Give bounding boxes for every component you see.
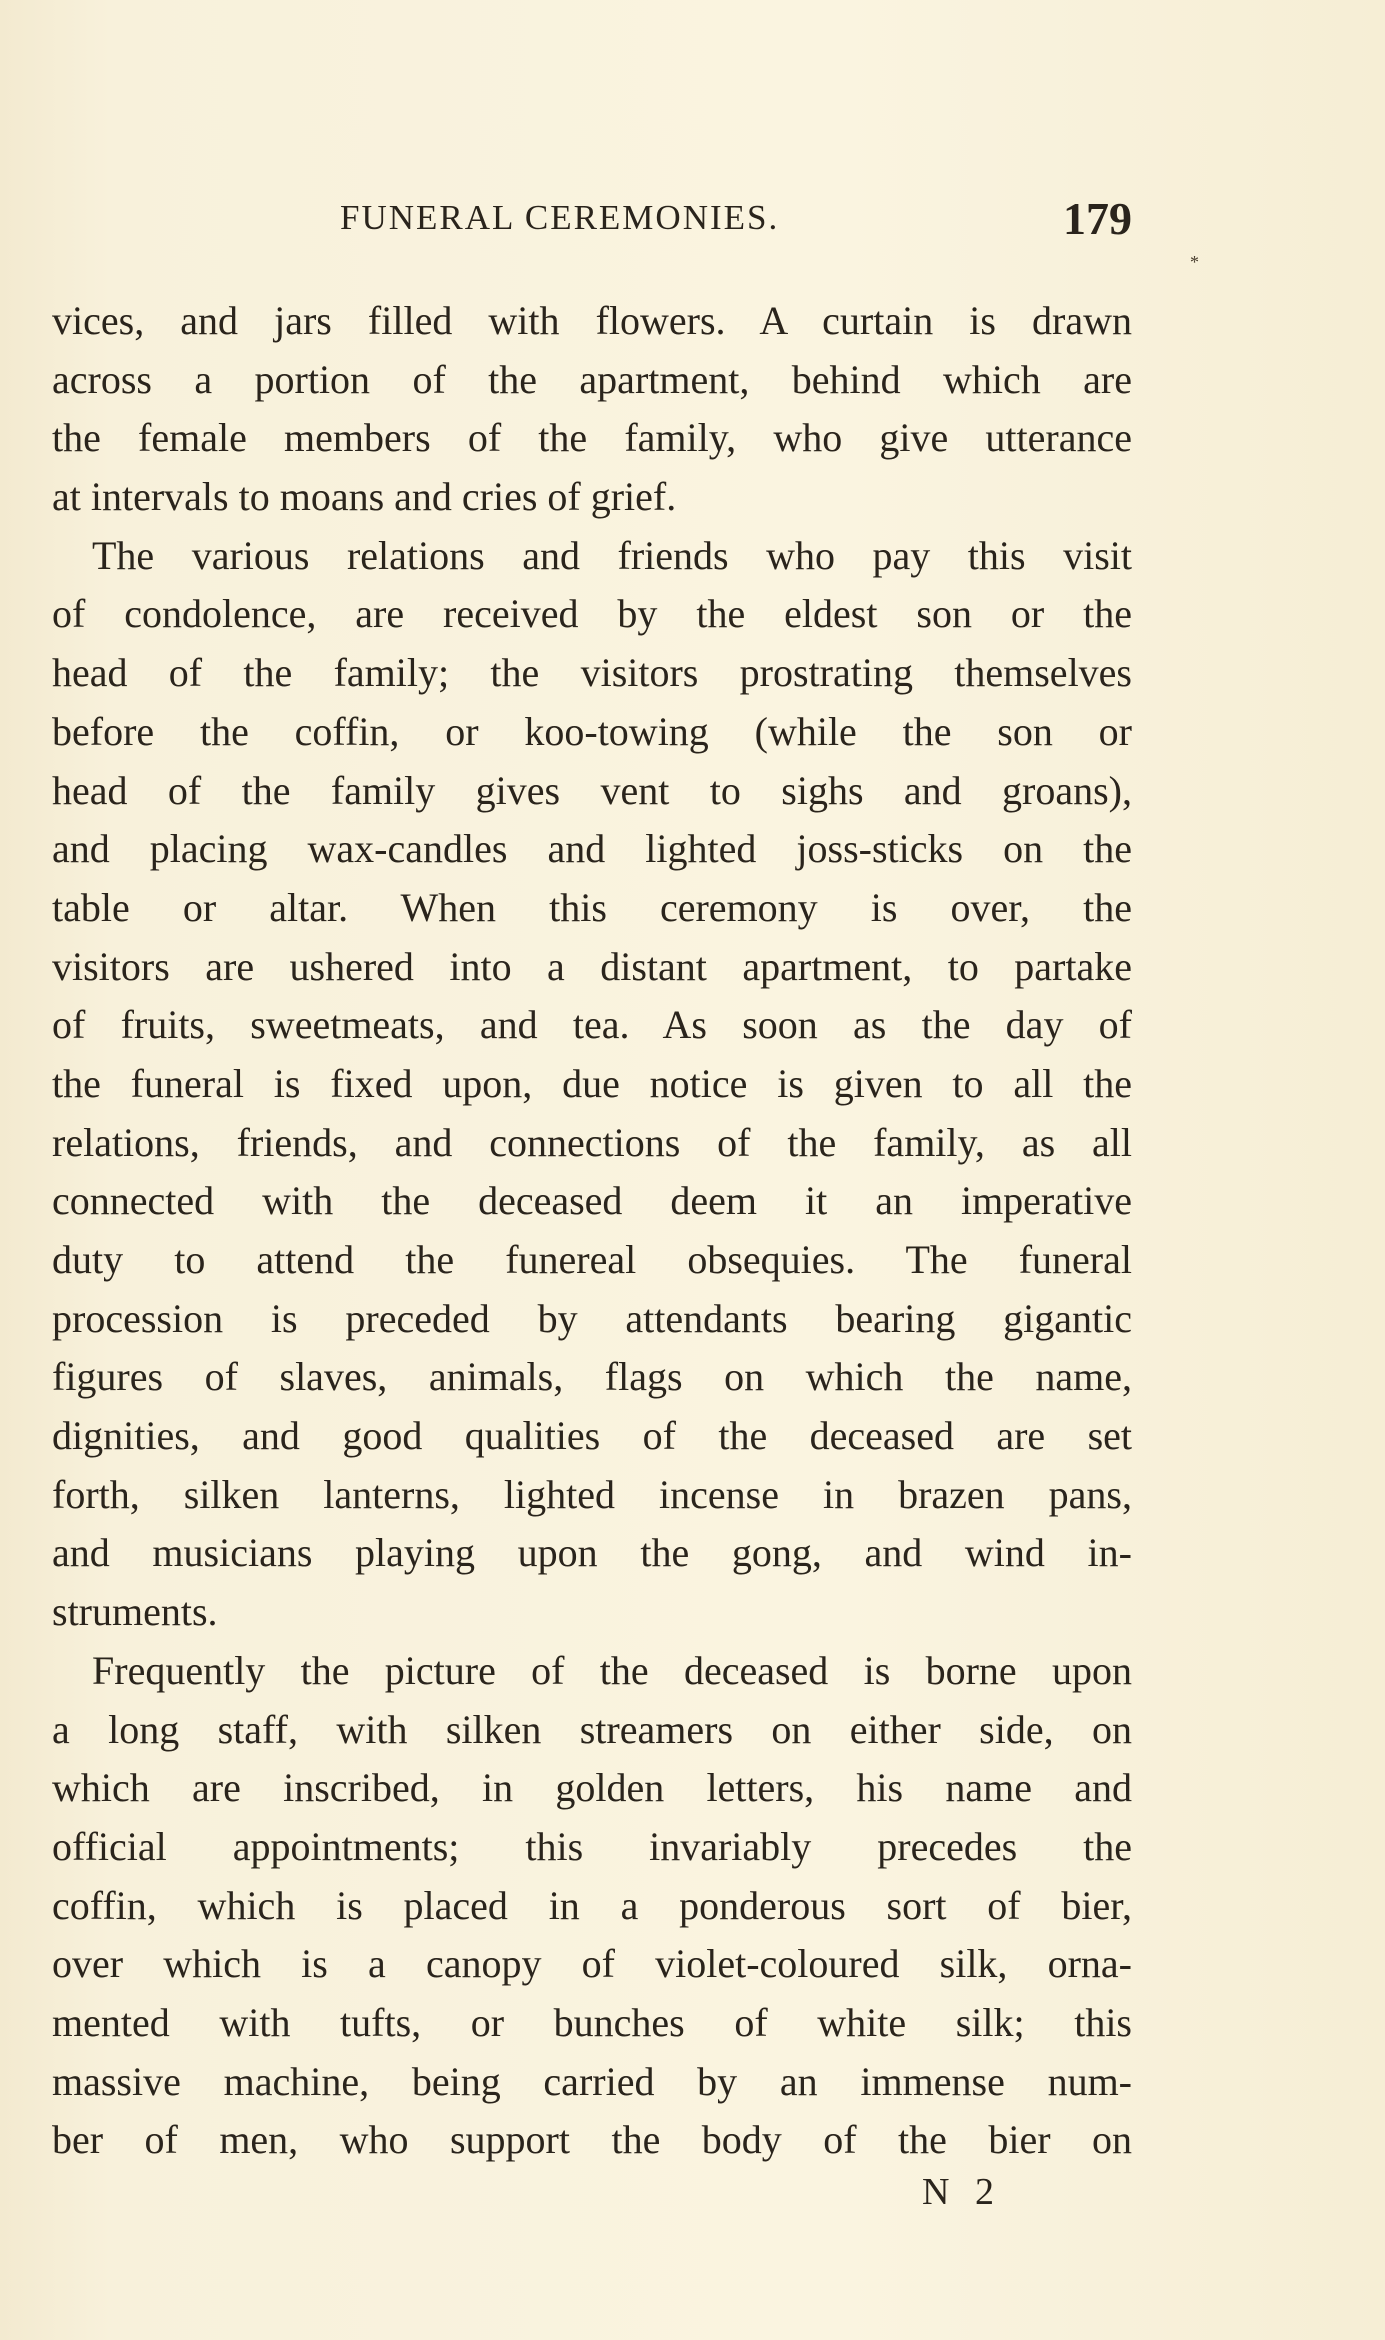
text-line: relations, friends, and connections of the family, as all	[52, 1119, 1132, 1165]
text-line: The various relations and friends who pay this visit	[92, 532, 1132, 578]
text-line: table or altar. When this ceremony is over, the	[52, 884, 1132, 930]
text-line: and placing wax-candles and lighted joss-sticks on the	[52, 826, 1132, 872]
text-line: connected with the deceased deem it an imperative	[52, 1178, 1132, 1224]
text-line: forth, silken lanterns, lighted incense in brazen pans,	[52, 1471, 1132, 1517]
text-line: struments.	[52, 1589, 218, 1635]
text-line: visitors are ushered into a distant apartment, to partake	[52, 943, 1132, 989]
printer-mark: *	[1190, 252, 1199, 272]
text-line: coffin, which is placed in a ponderous sort of bier,	[52, 1882, 1132, 1928]
text-line: Frequently the picture of the deceased is borne upon	[92, 1647, 1132, 1693]
body-text	[52, 292, 1132, 2170]
text-line: vices, and jars filled with flowers. A curtain is drawn	[52, 298, 1132, 343]
page-header	[52, 192, 1132, 252]
text-line: before the coffin, or koo-towing (while the son or	[52, 708, 1132, 754]
text-line: head of the family gives vent to sighs and groans),	[52, 767, 1132, 813]
text-line: and musicians playing upon the gong, and wind in-	[52, 1530, 1132, 1576]
text-line: of fruits, sweetmeats, and tea. As soon as the day of	[52, 1002, 1132, 1048]
text-line: procession is preceded by attendants bearing gigantic	[52, 1295, 1132, 1341]
text-line: official appointments; this invariably precedes the	[52, 1823, 1132, 1869]
text-line: over which is a canopy of violet-coloured silk, orna-	[52, 1941, 1132, 1987]
text-line: which are inscribed, in golden letters, his name and	[52, 1765, 1132, 1811]
text-line: duty to attend the funereal obsequies. The funeral	[52, 1237, 1132, 1282]
text-line: head of the family; the visitors prostrating themselves	[52, 650, 1132, 696]
text-line: massive machine, being carried by an immense num-	[52, 2058, 1132, 2104]
running-head: FUNERAL CEREMONIES.	[340, 198, 780, 237]
text-line: the funeral is fixed upon, due notice is given to all the	[52, 1060, 1132, 1106]
text-line: at intervals to moans and cries of grief.	[52, 474, 677, 520]
signature-mark: N 2	[922, 2171, 1002, 2213]
text-line: of condolence, are received by the eldest son or the	[52, 591, 1132, 637]
text-line: mented with tufts, or bunches of white silk; this	[52, 1999, 1132, 2045]
text-line: a long staff, with silken streamers on either side, on	[52, 1706, 1132, 1752]
text-line: figures of slaves, animals, flags on which the name,	[52, 1354, 1132, 1400]
text-line: the female members of the family, who give utterance	[52, 415, 1132, 461]
text-line: ber of men, who support the body of the bier on	[52, 2117, 1132, 2163]
page-number: 179	[1063, 193, 1132, 244]
text-line: dignities, and good qualities of the deceased are set	[52, 1413, 1132, 1459]
text-line: across a portion of the apartment, behind which are	[52, 356, 1132, 402]
